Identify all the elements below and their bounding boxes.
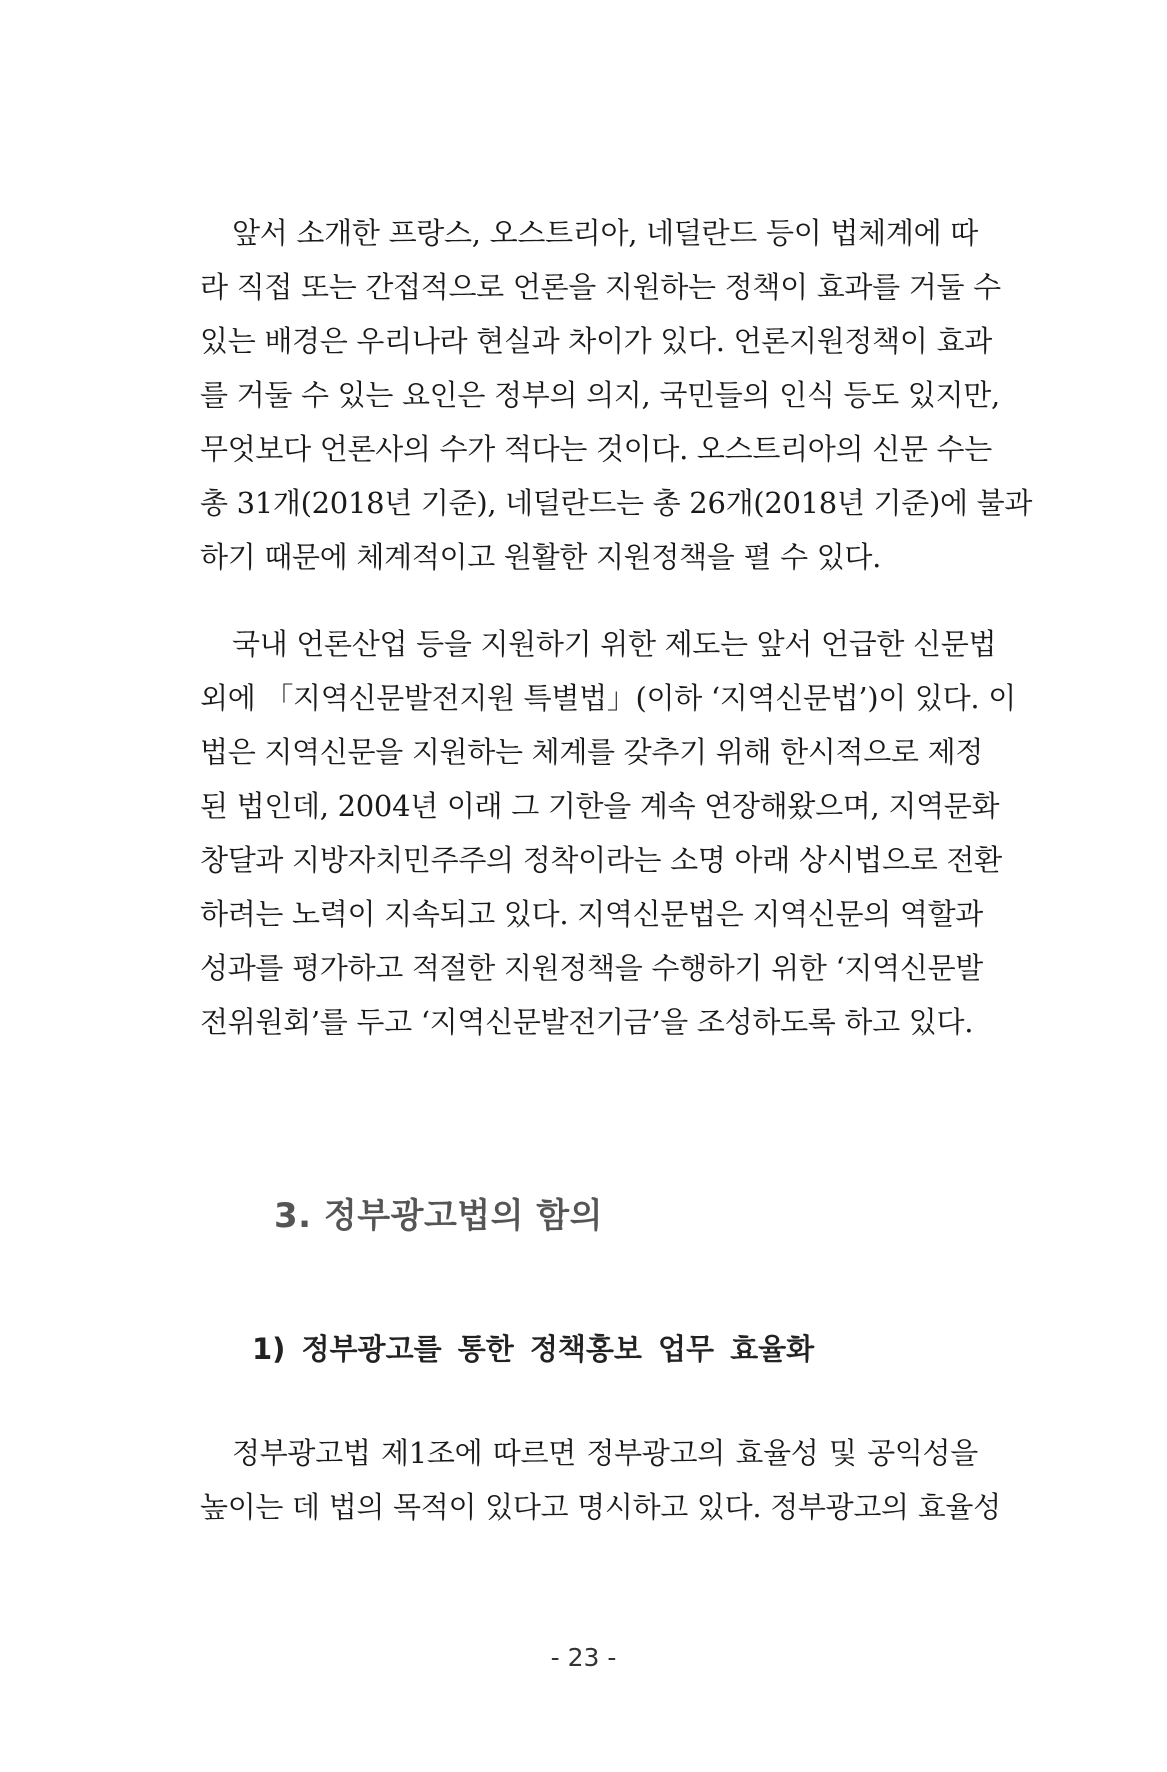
- text-line: 창달과 지방자치민주주의 정착이라는 소명 아래 상시법으로 전환: [200, 843, 1002, 877]
- text-line: 무엇보다 언론사의 수가 적다는 것이다. 오스트리아의 신문 수는: [200, 432, 992, 466]
- paragraph-3: [200, 1426, 1001, 1534]
- paragraph-2: [200, 617, 1016, 1049]
- text-line: 높이는 데 법의 목적이 있다고 명시하고 있다. 정부광고의 효율성: [200, 1490, 1001, 1524]
- text-line: 전위원회’를 두고 ‘지역신문발전기금’을 조성하도록 하고 있다.: [200, 1005, 974, 1039]
- text-line: 된 법인데, 2004년 이래 그 기한을 계속 연장해왔으며, 지역문화: [200, 789, 1000, 823]
- section-heading: 3. 정부광고법의 함의: [274, 1196, 603, 1236]
- page-number: - 23 -: [550, 1643, 617, 1672]
- text-line: 를 거둘 수 있는 요인은 정부의 의지, 국민들의 인식 등도 있지만,: [200, 378, 1000, 412]
- text-line: 정부광고법 제1조에 따르면 정부광고의 효율성 및 공익성을: [232, 1436, 978, 1470]
- text-line: 하기 때문에 체계적이고 원활한 지원정책을 펼 수 있다.: [200, 540, 882, 574]
- text-line: 성과를 평가하고 적절한 지원정책을 수행하기 위한 ‘지역신문발: [200, 951, 983, 985]
- text-line: 라 직접 또는 간접적으로 언론을 지원하는 정책이 효과를 거둘 수: [200, 270, 1001, 304]
- text-line: 있는 배경은 우리나라 현실과 차이가 있다. 언론지원정책이 효과: [200, 324, 992, 358]
- text-line: 외에 「지역신문발전지원 특별법」(이하 ‘지역신문법’)이 있다. 이: [200, 681, 1016, 715]
- text-line: 총 31개(2018년 기준), 네덜란드는 총 26개(2018년 기준)에 불과: [200, 486, 1033, 520]
- paragraph-1: [200, 206, 1033, 584]
- text-line: 법은 지역신문을 지원하는 체계를 갖추기 위해 한시적으로 제정: [200, 735, 983, 769]
- text-line: 하려는 노력이 지속되고 있다. 지역신문법은 지역신문의 역할과: [200, 897, 983, 931]
- text-line: 국내 언론산업 등을 지원하기 위한 제도는 앞서 언급한 신문법: [232, 627, 997, 661]
- sub-heading: 1) 정부광고를 통한 정책홍보 업무 효율화: [252, 1332, 815, 1366]
- text-line: 앞서 소개한 프랑스, 오스트리아, 네덜란드 등이 법체계에 따: [232, 216, 978, 250]
